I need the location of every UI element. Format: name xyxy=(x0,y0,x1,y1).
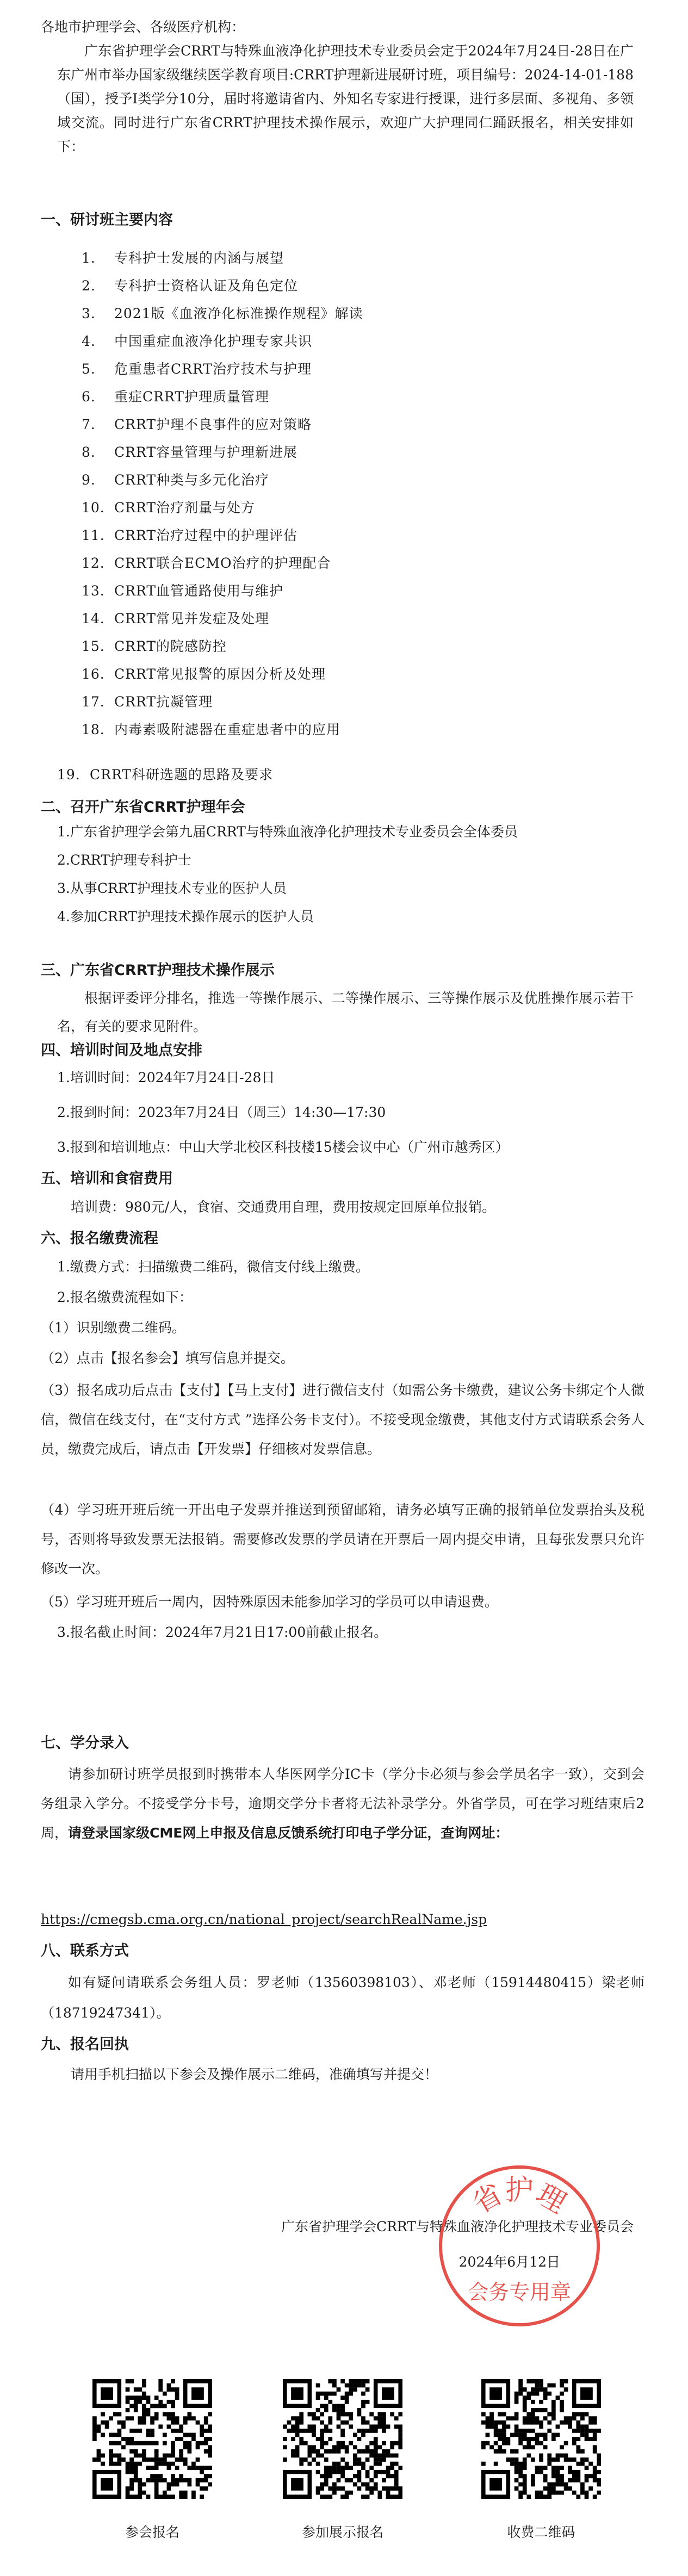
qr-caption: 收费二维码 xyxy=(507,2524,575,2540)
course-topic-item xyxy=(57,764,273,786)
topic-number: 17. xyxy=(82,694,105,710)
registration-deadline: 3.报名截止时间：2024年7月21日17:00前截止报名。 xyxy=(57,1624,388,1640)
qr-caption: 参加展示报名 xyxy=(301,2524,383,2540)
topic-number: 2. xyxy=(82,278,96,294)
fee-text: 培训费：980元/人，食宿、交通费用自理，费用按规定回原单位报销。 xyxy=(71,1199,496,1215)
official-seal-icon xyxy=(432,2159,606,2333)
course-topic-item xyxy=(82,414,312,436)
topic-number: 1. xyxy=(82,250,96,266)
topic-text: 专科护士发展的内涵与展望 xyxy=(114,250,284,266)
topic-text: CRRT护理不良事件的应对策略 xyxy=(114,417,312,432)
seal-bottom-text: 会务专用章 xyxy=(467,2280,572,2304)
greeting: 各地市护理学会、各级医疗机构： xyxy=(41,19,245,35)
section-3-title: 三、广东省CRRT护理技术操作展示 xyxy=(41,962,275,979)
schedule-item: 3.报到和培训地点：中山大学北校区科技楼15楼会议中心（广州市越秀区） xyxy=(57,1139,509,1155)
topic-text: 内毒素吸附滤器在重症患者中的应用 xyxy=(114,722,341,737)
topic-number: 13. xyxy=(82,583,105,599)
topic-number: 6. xyxy=(82,389,96,405)
section-6-title: 六、报名缴费流程 xyxy=(41,1230,158,1247)
topic-text: CRRT治疗剂量与处方 xyxy=(114,500,256,516)
topic-text: CRRT种类与多元化治疗 xyxy=(114,472,270,488)
topic-text: 中国重症血液净化护理专家共识 xyxy=(114,333,313,349)
seal-top-text: 省护理 xyxy=(467,2174,572,2220)
topic-text: CRRT的院感防控 xyxy=(114,638,227,654)
topic-number: 16. xyxy=(82,666,105,682)
section-9-title: 九、报名回执 xyxy=(41,2036,129,2053)
credit-query-link[interactable]: https://cmegsb.cma.org.cn/national_project/searchRealName.jsp xyxy=(41,1911,487,1927)
svg-text:省护理 xyxy=(467,2174,571,2220)
payment-method: 1.缴费方式：扫描缴费二维码，微信支付线上缴费。 xyxy=(57,1259,369,1275)
section-5-title: 五、培训和食宿费用 xyxy=(41,1170,173,1187)
section-7-title: 七、学分录入 xyxy=(41,1735,129,1752)
topic-text: CRRT常见报警的原因分析及处理 xyxy=(114,666,326,682)
schedule-item: 1.培训时间：2024年7月24日-28日 xyxy=(57,1070,275,1085)
attendee-item: 3.从事CRRT护理技术专业的医护人员 xyxy=(57,880,287,896)
course-topic-item xyxy=(82,719,340,741)
topic-text: CRRT科研选题的思路及要求 xyxy=(90,767,274,783)
topic-number: 11. xyxy=(82,527,105,543)
topic-text: CRRT常见并发症及处理 xyxy=(114,611,270,626)
course-topic-item xyxy=(82,663,326,685)
credit-query-note: 请登录国家级CME网上申报及信息反馈系统打印电子学分证，查询网址： xyxy=(68,1825,509,1841)
payment-step: （2）点击【报名参会】填写信息并提交。 xyxy=(41,1350,294,1366)
topic-text: CRRT抗凝管理 xyxy=(114,694,213,710)
course-topic-item xyxy=(82,442,297,463)
course-topic-item xyxy=(82,386,269,408)
course-topic-item xyxy=(82,275,298,297)
topic-text: CRRT治疗过程中的护理评估 xyxy=(114,527,298,543)
topic-number: 8. xyxy=(82,444,96,460)
section-1-title: 一、研讨班主要内容 xyxy=(41,212,173,228)
course-topic-item xyxy=(82,331,312,352)
topic-number: 14. xyxy=(82,611,105,626)
credit-paragraph: 请参加研讨班学员报到时携带本人华医网学分IC卡（学分卡必须与参会学员名字一致），交到会务组录入学分。不接受学分卡号，逾期交学分卡者将无法补录学分。外省学员，可在学习班结束后2周，请登录国家级CME网上申报及信息反馈系统打印电子学分证，查询网址： xyxy=(41,1766,644,1841)
section-3-body: 根据评委评分排名，推选一等操作展示、二等操作展示、三等操作展示及优胜操作展示若干名，有关的要求见附件。 xyxy=(57,990,634,1034)
course-topic-item xyxy=(82,525,297,547)
payment-step: （3）报名成功后点击【支付】【马上支付】进行微信支付（如需公务卡缴费，建议公务卡绑定个人微信，微信在线支付，在“支付方式 ”选择公务卡支付）。不接受现金缴费，其他支付方式请联系会务人员，缴费完成后，请点击【开发票】仔细核对发票信息。 xyxy=(41,1382,644,1457)
receipt-instruction: 请用手机扫描以下参会及操作展示二维码，准确填写并提交！ xyxy=(71,2066,438,2082)
topic-number: 9. xyxy=(82,472,96,488)
qr-demo-registration[interactable] xyxy=(280,2379,405,2542)
qr-code-icon[interactable] xyxy=(283,2379,402,2499)
payment-flow-title: 2.报名缴费流程如下： xyxy=(57,1289,193,1305)
course-topic-item xyxy=(82,303,363,325)
topic-number: 7. xyxy=(82,417,96,432)
course-topic-item xyxy=(82,247,284,269)
course-topic-item xyxy=(82,580,283,602)
section-8-title: 八、联系方式 xyxy=(41,1942,129,1959)
topic-number: 18. xyxy=(82,722,105,737)
attendee-item: 1.广东省护理学会第九届CRRT与特殊血液净化护理技术专业委员会全体委员 xyxy=(57,824,518,840)
qr-caption: 参会报名 xyxy=(125,2524,179,2540)
intro-paragraph: 广东省护理学会CRRT与特殊血液净化护理技术专业委员会定于2024年7月24日-28日在广东广州市举办国家级继续医学教育项目:CRRT护理新进展研讨班，项目编号：2024-14-01-188（国），授予I类学分10分，届时将邀请省内、外知名专家进行授课，进行多层面、多视角、多领域交流。同时进行广东省CRRT护理技术操作展示，欢迎广大护理同仁踊跃报名，相关安排如下： xyxy=(57,43,634,154)
topic-number: 10. xyxy=(82,500,105,516)
issue-date: 2024年6月12日 xyxy=(458,2254,560,2270)
issuer-organization: 广东省护理学会CRRT与特殊血液净化护理技术专业委员会 xyxy=(281,2219,634,2234)
topic-text: 2021版《血液净化标准操作规程》解读 xyxy=(114,306,363,321)
topic-text: 危重患者CRRT治疗技术与护理 xyxy=(114,361,312,377)
course-topic-item xyxy=(82,358,312,380)
topic-text: CRRT血管通路使用与维护 xyxy=(114,583,284,599)
course-topic-item xyxy=(82,636,227,657)
topic-text: 专科护士资格认证及角色定位 xyxy=(114,278,299,294)
attendee-item: 4.参加CRRT护理技术操作展示的医护人员 xyxy=(57,909,314,924)
course-topic-item xyxy=(82,497,255,519)
course-topic-item xyxy=(82,691,213,713)
topic-number: 19. xyxy=(57,767,80,783)
qr-registration[interactable] xyxy=(90,2379,215,2542)
payment-step: （1）识别缴费二维码。 xyxy=(41,1320,185,1336)
qr-code-icon[interactable] xyxy=(481,2379,601,2499)
course-topic-item xyxy=(82,469,269,491)
topic-text: CRRT联合ECMO治疗的护理配合 xyxy=(114,555,331,571)
payment-step: （4）学习班开班后统一开出电子发票并推送到预留邮箱，请务必填写正确的报销单位发票抬头及税号，否则将导致发票无法报销。需要修改发票的学员请在开票后一周内提交申请，且每张发票只允许修改一次。 xyxy=(41,1502,644,1576)
course-topic-item xyxy=(82,553,331,574)
attendee-item: 2.CRRT护理专科护士 xyxy=(57,852,191,868)
payment-step: （5）学习班开班后一周内，因特殊原因未能参加学习的学员可以申请退费。 xyxy=(41,1594,498,1610)
qr-payment[interactable] xyxy=(479,2379,604,2542)
topic-number: 12. xyxy=(82,555,105,571)
topic-number: 15. xyxy=(82,638,105,654)
topic-number: 5. xyxy=(82,361,96,377)
contact-info: 如有疑问请联系会务组人员：罗老师（13560398103）、邓老师（15914480415）梁老师（18719247341）。 xyxy=(41,1975,644,2021)
schedule-item: 2.报到时间：2023年7月24日（周三）14:30—17:30 xyxy=(57,1104,386,1120)
topic-text: 重症CRRT护理质量管理 xyxy=(114,389,270,405)
course-topic-item xyxy=(82,608,269,630)
topic-text: CRRT容量管理与护理新进展 xyxy=(114,444,298,460)
section-2-title: 二、召开广东省CRRT护理年会 xyxy=(41,799,245,816)
section-4-title: 四、培训时间及地点安排 xyxy=(41,1042,202,1059)
qr-code-icon[interactable] xyxy=(92,2379,212,2499)
topic-number: 3. xyxy=(82,306,96,321)
topic-number: 4. xyxy=(82,333,96,349)
